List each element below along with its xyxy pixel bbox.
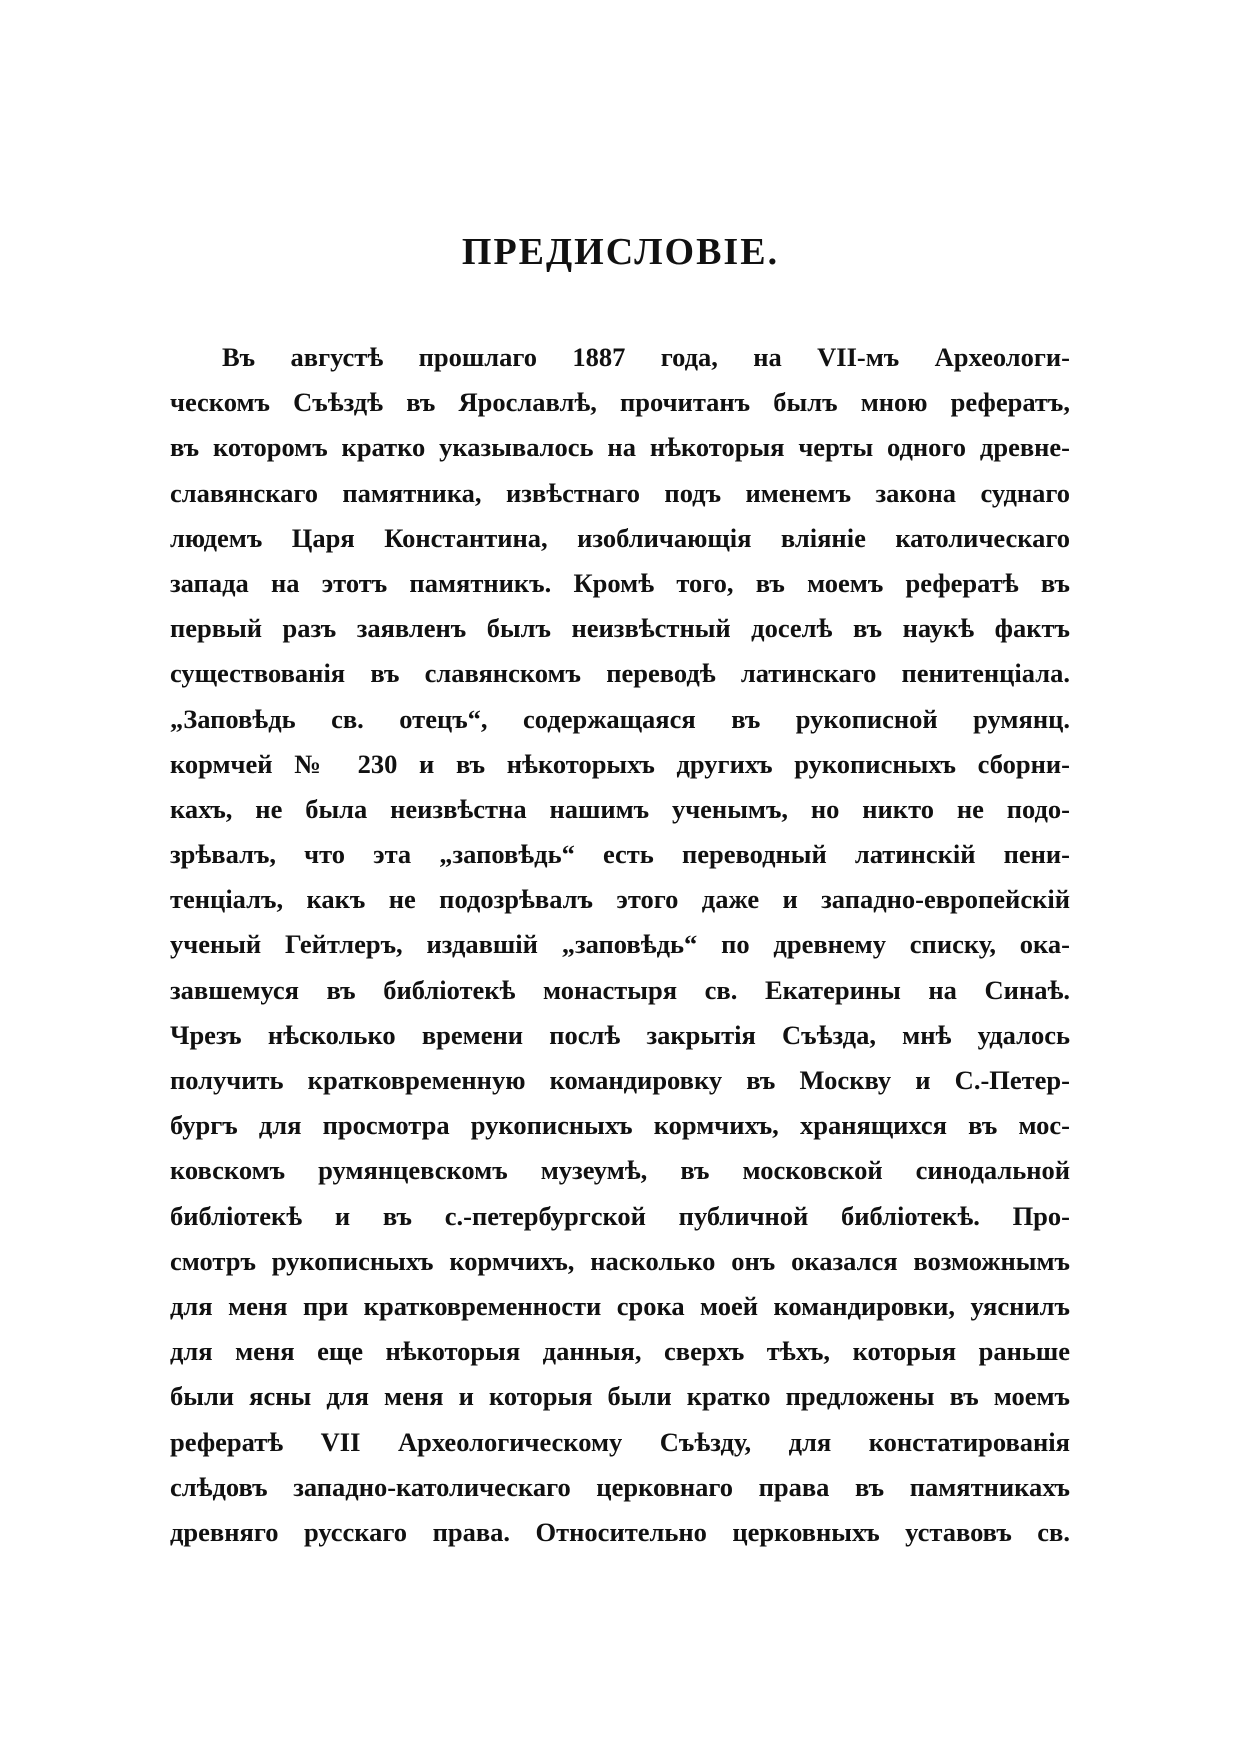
text-line: слѣдовъ западно-католическаго церковнаго права въ памятникахъ <box>170 1471 1070 1502</box>
text-line: кахъ, не была неизвѣстна нашимъ ученымъ, но никто не подо- <box>170 793 1070 824</box>
text-line: Чрезъ нѣсколько времени послѣ закрытія Съѣзда, мнѣ удалось <box>170 1019 1070 1050</box>
text-line: ческомъ Съѣздѣ въ Ярославлѣ, прочитанъ былъ мною рефератъ, <box>170 387 1070 418</box>
text-line: были ясны для меня и которыя были кратко предложены въ моемъ <box>170 1381 1070 1412</box>
text-line: для меня еще нѣкоторыя данныя, сверхъ тѣхъ, которыя раньше <box>170 1336 1070 1367</box>
text-line: кормчей № 230 и въ нѣкоторыхъ другихъ рукописныхъ сборни- <box>170 748 1070 779</box>
text-line: первый разъ заявленъ былъ неизвѣстный доселѣ въ наукѣ фактъ <box>170 613 1070 644</box>
body-text <box>170 335 1070 1555</box>
text-line: запада на этотъ памятникъ. Кромѣ того, въ моемъ рефератѣ въ <box>170 567 1070 598</box>
text-line: Въ августѣ прошлаго 1887 года, на VII-мъ Археологи- <box>222 342 1070 372</box>
text-line: людемъ Царя Константина, изобличающія вліяніе католическаго <box>170 522 1070 553</box>
text-line: существованія въ славянскомъ переводѣ латинскаго пенитенціала. <box>170 658 1070 689</box>
text-line: смотръ рукописныхъ кормчихъ, насколько онъ оказался возможнымъ <box>170 1245 1070 1276</box>
text-line: ковскомъ румянцевскомъ музеумѣ, въ московской синодальной <box>170 1155 1070 1186</box>
text-line: древняго русскаго права. Относительно церковныхъ уставовъ св. <box>170 1516 1070 1547</box>
text-line: бургъ для просмотра рукописныхъ кормчихъ, хранящихся въ мос- <box>170 1110 1070 1141</box>
text-line: тенціалъ, какъ не подозрѣвалъ этого даже и западно-европейскій <box>170 884 1070 915</box>
text-line: „Заповѣдь св. отецъ“, содержащаяся въ рукописной румянц. <box>170 703 1070 734</box>
text-line: зрѣвалъ, что эта „заповѣдь“ есть переводный латинскій пени- <box>170 839 1070 870</box>
text-line: славянскаго памятника, извѣстнаго подъ именемъ закона суднаго <box>170 477 1070 508</box>
text-line: рефератѣ VII Археологическому Съѣзду, для констатированія <box>170 1426 1070 1457</box>
text-line: библіотекѣ и въ с.-петербургской публичной библіотекѣ. Про- <box>170 1200 1070 1231</box>
text-line: въ которомъ кратко указывалось на нѣкоторыя черты одного древне- <box>170 432 1070 463</box>
text-line: получить кратковременную командировку въ Москву и С.-Петер- <box>170 1065 1070 1095</box>
text-line: для меня при кратковременности срока моей командировки, уяснилъ <box>170 1290 1070 1321</box>
text-line: ученый Гейтлеръ, издавшій „заповѣдь“ по древнему списку, ока- <box>170 929 1070 960</box>
page-title: ПРЕДИСЛОВІЕ. <box>461 231 780 273</box>
text-line: завшемуся въ библіотекѣ монастыря св. Екатерины на Синаѣ. <box>170 974 1070 1005</box>
